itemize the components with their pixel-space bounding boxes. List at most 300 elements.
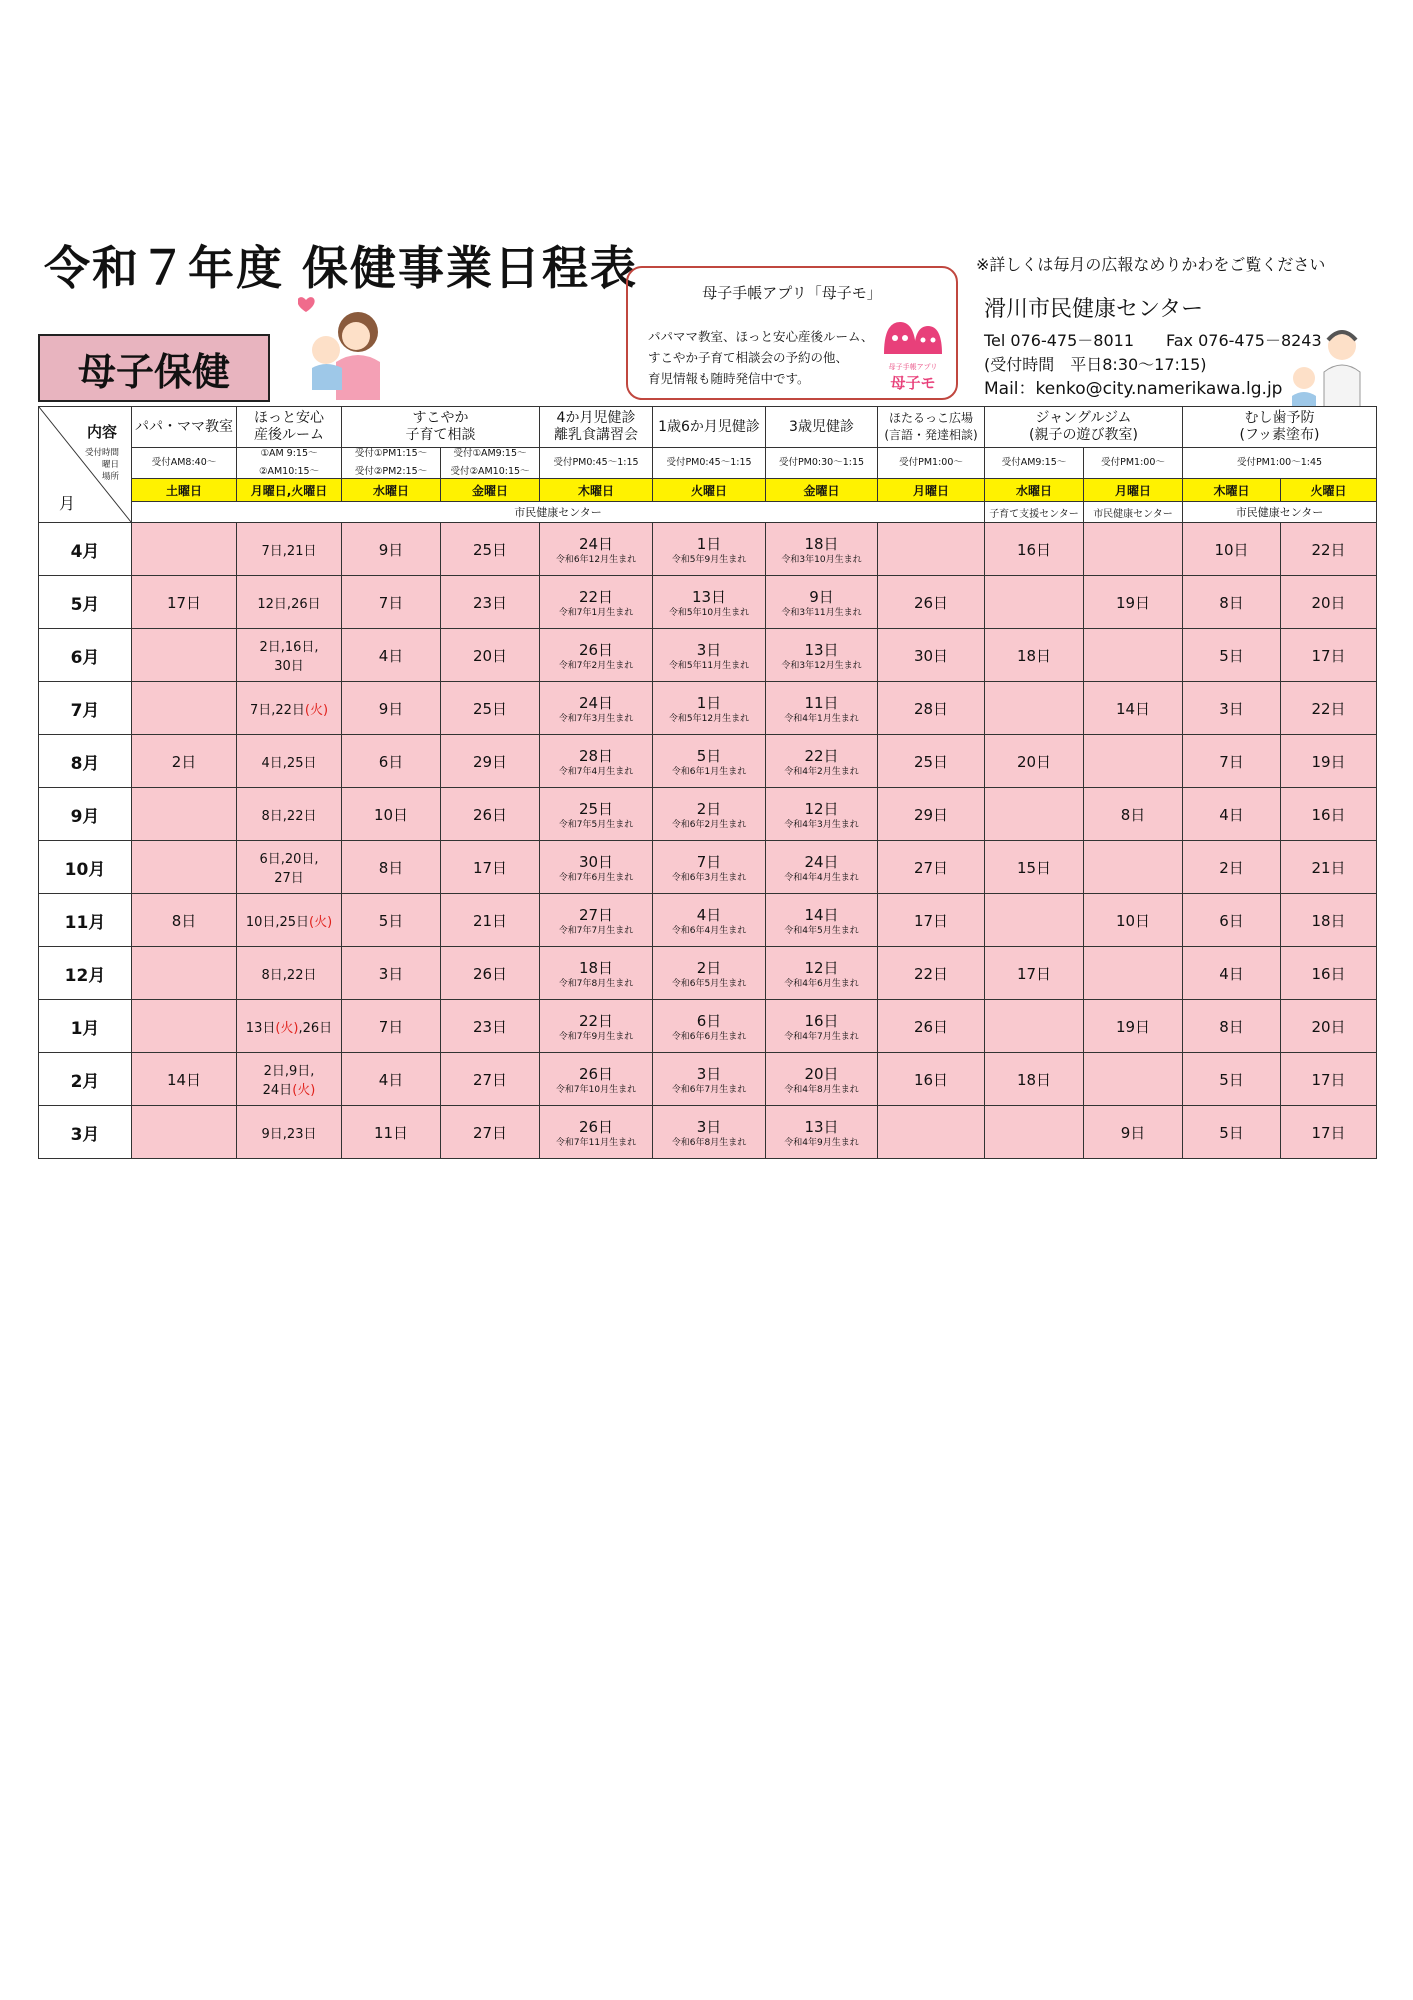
cell-sukoyaka-fri <box>441 576 540 629</box>
cell-text: 16日 <box>1311 805 1346 824</box>
cell-text: 8月 <box>70 753 100 774</box>
cell-fluoride-tue <box>1281 841 1377 894</box>
cell-18month <box>653 523 766 576</box>
cell-text: 14日 <box>1115 699 1151 718</box>
cell-text: 13日 <box>804 640 839 659</box>
birth-month-note: 令和6年5月生まれ <box>671 978 747 989</box>
app-description <box>648 326 878 389</box>
cell-text: 18日 <box>804 534 839 553</box>
cell-18month <box>653 788 766 841</box>
cell-hotarukko <box>878 576 985 629</box>
cell-text: 24日 <box>578 693 614 712</box>
cell-3year <box>766 947 878 1000</box>
cell-text: 21日 <box>1311 858 1346 877</box>
reception-hotarukko: 受付PM1:00～ <box>878 448 985 479</box>
month-rows <box>39 523 1377 1159</box>
reception-line: 受付①AM9:15～ <box>453 448 527 459</box>
cell-text: 6月 <box>70 647 100 668</box>
month-cell <box>39 788 132 841</box>
cell-text: 26日 <box>913 593 949 612</box>
col-header-fluoride: むし歯予防 (フッ素塗布) <box>1183 407 1377 448</box>
cell-hotto <box>237 894 342 947</box>
reception-papa: 受付AM8:40～ <box>132 448 237 479</box>
cell-text: 9日 <box>1120 1123 1146 1142</box>
cell-text: 1月 <box>70 1018 100 1039</box>
cell-text: 19日 <box>1311 752 1346 771</box>
cell-hotarukko <box>878 523 985 576</box>
cell-fluoride-thu <box>1183 1106 1281 1159</box>
cell-jungle-mon <box>1084 1053 1183 1106</box>
cell-text: 15日 <box>1016 858 1052 877</box>
cell-3year <box>766 735 878 788</box>
cell-hotarukko <box>878 1053 985 1106</box>
table-row <box>39 894 1377 947</box>
birth-month-note: 令和4年7月生まれ <box>784 1031 859 1042</box>
cell-text: 4月 <box>70 541 100 562</box>
cell-text: 16日 <box>1311 964 1346 983</box>
birth-month-note: 令和4年3月生まれ <box>784 819 859 830</box>
weekday-jungle-mon: 月曜日 <box>1084 479 1183 502</box>
cell-fluoride-tue <box>1281 1053 1377 1106</box>
cell-sukoyaka-fri <box>441 1106 540 1159</box>
cell-fluoride-thu <box>1183 576 1281 629</box>
cell-text: 26日 <box>578 640 614 659</box>
cell-fluoride-thu <box>1183 735 1281 788</box>
cell-18month <box>653 629 766 682</box>
cell-text: 4日,25日 <box>261 755 317 771</box>
cell-text: 24日 <box>578 534 614 553</box>
cell-text: 8日 <box>378 858 404 877</box>
cell-hotto <box>237 576 342 629</box>
cell-jungle-wed <box>985 1106 1084 1159</box>
cell-text: 1日 <box>696 693 722 712</box>
cell-fluoride-thu <box>1183 947 1281 1000</box>
cell-hotarukko <box>878 629 985 682</box>
reception-3year: 受付PM0:30～1:15 <box>766 448 878 479</box>
cell-text: 22日 <box>578 1011 614 1030</box>
app-desc-line: すこやか子育て相談会の予約の他、 <box>648 350 849 365</box>
birth-month-note: 令和7年6月生まれ <box>558 872 634 883</box>
cell-sukoyaka-wed <box>342 1053 441 1106</box>
reception-fluoride: 受付PM1:00～1:45 <box>1183 448 1377 479</box>
center-mail: Mail：kenko@city.namerikawa.lg.jp <box>984 379 1283 399</box>
cell-text: 8日 <box>1120 805 1146 824</box>
cell-sukoyaka-wed <box>342 682 441 735</box>
cell-jungle-mon <box>1084 947 1183 1000</box>
cell-hotto <box>237 1106 342 1159</box>
page-title: 令和７年度 保健事業日程表 <box>44 241 639 295</box>
cell-text: 9日 <box>809 587 834 606</box>
cell-3year <box>766 841 878 894</box>
cell-jungle-wed <box>985 1053 1084 1106</box>
cell-text: 26日 <box>578 1064 614 1083</box>
birth-month-note: 令和6年3月生まれ <box>671 872 747 883</box>
cell-text: 6日 <box>696 1011 722 1030</box>
col-header-hotto: ほっと安心 産後ルーム <box>237 407 342 448</box>
cell-fluoride-thu <box>1183 894 1281 947</box>
cell-18month <box>653 841 766 894</box>
cell-text: 13日(火),26日 <box>245 1020 333 1036</box>
cell-text: 25日 <box>472 540 508 559</box>
corner-month-label: 月 <box>59 494 76 513</box>
cell-text: 14日 <box>804 905 839 924</box>
table-row <box>39 576 1377 629</box>
cell-text: 18日 <box>578 958 614 977</box>
cell-text: 23日 <box>472 1017 508 1036</box>
cell-hotarukko <box>878 841 985 894</box>
cell-jungle-mon <box>1084 682 1183 735</box>
cell-4month <box>540 682 653 735</box>
cell-text: 18日 <box>1311 911 1346 930</box>
cell-text: 6日 <box>378 752 404 771</box>
cell-text: 5日 <box>696 746 722 765</box>
cell-sukoyaka-fri <box>441 735 540 788</box>
birth-month-note: 令和4年1月生まれ <box>784 713 859 724</box>
table-row <box>39 1000 1377 1053</box>
birth-month-note: 令和3年10月生まれ <box>781 554 862 565</box>
cell-4month <box>540 788 653 841</box>
birth-month-note: 令和7年9月生まれ <box>558 1031 634 1042</box>
cell-text: 19日 <box>1115 593 1151 612</box>
cell-text: 4日 <box>378 646 404 665</box>
birth-month-note: 令和7年4月生まれ <box>558 766 634 777</box>
boshimo-logo-caption: 母子手帳アプリ <box>888 363 938 371</box>
cell-text: 3月 <box>70 1124 100 1145</box>
boshimo-logo <box>878 318 948 392</box>
cell-jungle-wed <box>985 523 1084 576</box>
month-cell <box>39 947 132 1000</box>
month-cell <box>39 629 132 682</box>
tuesday-marker: (火) <box>292 1083 316 1098</box>
cell-text: 8日 <box>1219 1017 1244 1036</box>
table-row <box>39 841 1377 894</box>
birth-month-note: 令和6年8月生まれ <box>671 1137 747 1148</box>
cell-3year <box>766 1106 878 1159</box>
cell-text: 4日 <box>696 905 722 924</box>
location-jungle-wed: 子育て支援センター <box>985 502 1084 523</box>
table-row <box>39 1106 1377 1159</box>
cell-hotarukko <box>878 788 985 841</box>
cell-text: 23日 <box>472 593 508 612</box>
cell-text: 29日 <box>913 805 949 824</box>
table-row <box>39 735 1377 788</box>
header-row <box>39 407 1377 448</box>
cell-text: 4日 <box>378 1070 404 1089</box>
cell-18month <box>653 576 766 629</box>
cell-fluoride-thu <box>1183 1053 1281 1106</box>
cell-hotto <box>237 1053 342 1106</box>
cell-text: 12月 <box>64 965 106 986</box>
cell-text: 25日 <box>913 752 949 771</box>
cell-papa <box>132 1000 237 1053</box>
weekday-fluoride-thu: 木曜日 <box>1183 479 1281 502</box>
cell-text: 17日 <box>166 593 202 612</box>
cell-sukoyaka-fri <box>441 1000 540 1053</box>
cell-jungle-wed <box>985 682 1084 735</box>
cell-jungle-wed <box>985 1000 1084 1053</box>
cell-18month <box>653 1106 766 1159</box>
cell-fluoride-thu <box>1183 841 1281 894</box>
birth-month-note: 令和4年8月生まれ <box>784 1084 859 1095</box>
cell-text: 17日 <box>1016 964 1052 983</box>
cell-text: 5日 <box>1219 1070 1244 1089</box>
cell-text: 26日 <box>472 964 508 983</box>
cell-text: 4日 <box>1219 805 1244 824</box>
cell-papa <box>132 576 237 629</box>
cell-3year <box>766 894 878 947</box>
table-row <box>39 1053 1377 1106</box>
weekday-18month: 火曜日 <box>653 479 766 502</box>
birth-month-note: 令和7年11月生まれ <box>555 1137 637 1148</box>
table-row <box>39 788 1377 841</box>
cell-text: 22日 <box>913 964 949 983</box>
cell-text: 12日 <box>804 958 839 977</box>
birth-month-note: 令和7年1月生まれ <box>558 607 634 618</box>
cell-text: 27日 <box>472 1123 508 1142</box>
cell-fluoride-tue <box>1281 1000 1377 1053</box>
cell-sukoyaka-wed <box>342 788 441 841</box>
cell-3year <box>766 576 878 629</box>
cell-jungle-wed <box>985 894 1084 947</box>
cell-jungle-wed <box>985 629 1084 682</box>
cell-hotto <box>237 682 342 735</box>
cell-jungle-wed <box>985 788 1084 841</box>
reception-hotto-1: ①AM 9:15～ <box>260 448 318 459</box>
cell-text: 1日 <box>696 534 722 553</box>
weekday-hotarukko: 月曜日 <box>878 479 985 502</box>
cell-text: 10日 <box>1115 911 1151 930</box>
weekday-hotto: 月曜日,火曜日 <box>237 479 342 502</box>
weekday-row <box>39 479 1377 502</box>
cell-text: 8日,22日 <box>261 967 317 983</box>
cell-fluoride-thu <box>1183 523 1281 576</box>
table-row <box>39 947 1377 1000</box>
birth-month-note: 令和4年6月生まれ <box>784 978 859 989</box>
cell-jungle-mon <box>1084 894 1183 947</box>
weekday-4month: 木曜日 <box>540 479 653 502</box>
cell-3year <box>766 682 878 735</box>
corner-meta-line: 受付時間 <box>85 448 120 458</box>
cell-text: 7日 <box>1219 752 1244 771</box>
weekday-sukoyaka-wed: 水曜日 <box>342 479 441 502</box>
cell-sukoyaka-wed <box>342 735 441 788</box>
cell-hotto <box>237 1000 342 1053</box>
cell-text: 2日,16日, <box>259 640 319 655</box>
cell-4month <box>540 1106 653 1159</box>
cell-papa <box>132 682 237 735</box>
col-header-18month: 1歳6か月児健診 <box>653 407 766 448</box>
cell-text: 5日 <box>1219 1123 1244 1142</box>
cell-text: 26日 <box>472 805 508 824</box>
cell-jungle-mon <box>1084 788 1183 841</box>
cell-jungle-mon <box>1084 735 1183 788</box>
cell-text: 5日 <box>378 911 404 930</box>
cell-text: 22日 <box>578 587 614 606</box>
cell-text: 22日 <box>1311 699 1346 718</box>
cell-jungle-wed <box>985 576 1084 629</box>
birth-month-note: 令和4年9月生まれ <box>784 1137 859 1148</box>
cell-text: 8日 <box>171 911 197 930</box>
birth-month-note: 令和7年2月生まれ <box>558 660 634 671</box>
cell-text: 3日 <box>696 1064 722 1083</box>
reception-sukoyaka-wed <box>342 448 441 479</box>
birth-month-note: 令和4年4月生まれ <box>784 872 859 883</box>
cell-4month <box>540 735 653 788</box>
cell-papa <box>132 523 237 576</box>
app-desc-line: パパママ教室、ほっと安心産後ルーム、 <box>648 329 874 344</box>
cell-text: 24日 <box>804 852 839 871</box>
birth-month-note: 令和6年2月生まれ <box>671 819 747 830</box>
table-row <box>39 629 1377 682</box>
contact-block <box>984 292 1322 401</box>
cell-text: 10月 <box>64 859 106 880</box>
weekday-papa: 土曜日 <box>132 479 237 502</box>
cell-sukoyaka-fri <box>441 894 540 947</box>
cell-jungle-mon <box>1084 523 1183 576</box>
month-cell <box>39 682 132 735</box>
cell-text: 25日 <box>472 699 508 718</box>
cell-text: 2日,9日, <box>263 1064 315 1079</box>
cell-hotto <box>237 947 342 1000</box>
location-jungle-mon: 市民健康センター <box>1084 502 1183 523</box>
location-row <box>39 502 1377 523</box>
app-title: 母子手帳アプリ「母子モ」 <box>702 284 882 302</box>
cell-text: 3日 <box>378 964 404 983</box>
cell-jungle-wed <box>985 841 1084 894</box>
section-label: 母子保健 <box>38 334 270 402</box>
tuesday-marker: (火) <box>309 914 333 930</box>
cell-text: 12日 <box>804 799 839 818</box>
cell-text: 13日 <box>691 587 727 606</box>
cell-papa <box>132 735 237 788</box>
col-header-junglegym: ジャングルジム (親子の遊び教室) <box>985 407 1183 448</box>
cell-18month <box>653 735 766 788</box>
cell-4month <box>540 894 653 947</box>
cell-text: 16日 <box>913 1070 949 1089</box>
cell-text: 18日 <box>1016 646 1052 665</box>
month-cell <box>39 1106 132 1159</box>
cell-4month <box>540 523 653 576</box>
cell-text: 11日 <box>373 1123 409 1142</box>
cell-text: 18日 <box>1016 1070 1052 1089</box>
cell-text: 9日,23日 <box>261 1126 317 1142</box>
cell-text: 7日,21日 <box>261 543 317 559</box>
cell-text: 30日 <box>578 852 614 871</box>
cell-text: 22日 <box>1311 540 1346 559</box>
app-info-box <box>626 266 958 400</box>
cell-jungle-mon <box>1084 629 1183 682</box>
cell-papa <box>132 894 237 947</box>
cell-sukoyaka-fri <box>441 523 540 576</box>
cell-text: 20日 <box>1311 593 1346 612</box>
cell-text: 4日 <box>1219 964 1244 983</box>
cell-papa <box>132 1106 237 1159</box>
cell-text: 17日 <box>472 858 508 877</box>
cell-4month <box>540 841 653 894</box>
cell-fluoride-tue <box>1281 682 1377 735</box>
corner-meta-line: 場所 <box>102 472 120 482</box>
month-cell <box>39 523 132 576</box>
cell-18month <box>653 947 766 1000</box>
cell-jungle-mon <box>1084 1106 1183 1159</box>
cell-text: 30日 <box>913 646 949 665</box>
cell-fluoride-tue <box>1281 894 1377 947</box>
cell-sukoyaka-wed <box>342 894 441 947</box>
cell-text: 9日 <box>378 699 404 718</box>
cell-4month <box>540 1053 653 1106</box>
cell-hotarukko <box>878 1106 985 1159</box>
cell-hotto <box>237 523 342 576</box>
cell-hotto <box>237 735 342 788</box>
cell-text: 7日,22日(火) <box>249 702 329 718</box>
birth-month-note: 令和6年7月生まれ <box>671 1084 747 1095</box>
cell-text: 9月 <box>70 806 100 827</box>
cell-text: 17日 <box>1311 1123 1346 1142</box>
cell-sukoyaka-fri <box>441 788 540 841</box>
month-cell <box>39 841 132 894</box>
cell-text: 27日 <box>578 905 614 924</box>
birth-month-note: 令和3年11月生まれ <box>781 607 862 618</box>
cell-hotarukko <box>878 682 985 735</box>
cell-text: 22日 <box>804 746 839 765</box>
cell-text: 5日 <box>1219 646 1244 665</box>
cell-text: 14日 <box>166 1070 202 1089</box>
birth-month-note: 令和4年2月生まれ <box>784 766 859 777</box>
cell-sukoyaka-fri <box>441 682 540 735</box>
cell-fluoride-thu <box>1183 788 1281 841</box>
cell-fluoride-tue <box>1281 788 1377 841</box>
cell-text: 25日 <box>578 799 614 818</box>
cell-18month <box>653 682 766 735</box>
cell-jungle-mon <box>1084 576 1183 629</box>
cell-text: 6日 <box>1219 911 1244 930</box>
cell-text: 20日 <box>1016 752 1052 771</box>
cell-text: 3日 <box>1219 699 1244 718</box>
birth-month-note: 令和6年6月生まれ <box>671 1031 747 1042</box>
birth-month-note: 令和5年11月生まれ <box>668 660 750 671</box>
cell-papa <box>132 947 237 1000</box>
cell-text: 29日 <box>472 752 508 771</box>
app-desc-line: 育児情報も随時発信中です。 <box>648 371 810 386</box>
col-header-papa: パパ・ママ教室 <box>132 407 237 448</box>
cell-text: 10日 <box>1214 540 1249 559</box>
cell-fluoride-thu <box>1183 682 1281 735</box>
cell-sukoyaka-wed <box>342 947 441 1000</box>
cell-hotarukko <box>878 1000 985 1053</box>
cell-papa <box>132 788 237 841</box>
birth-month-note: 令和5年9月生まれ <box>671 554 747 565</box>
cell-hotarukko <box>878 947 985 1000</box>
cell-text: 10日 <box>373 805 409 824</box>
cell-fluoride-tue <box>1281 1106 1377 1159</box>
cell-text: 27日 <box>472 1070 508 1089</box>
cell-text: 28日 <box>578 746 614 765</box>
cell-text: 20日 <box>1311 1017 1346 1036</box>
cell-hotarukko <box>878 894 985 947</box>
tuesday-marker: (火) <box>304 702 329 718</box>
cell-jungle-wed <box>985 947 1084 1000</box>
cell-text: 2日 <box>171 752 197 771</box>
birth-month-note: 令和7年5月生まれ <box>558 819 634 830</box>
col-header-sukoyaka: すこやか 子育て相談 <box>342 407 540 448</box>
birth-month-note: 令和6年12月生まれ <box>555 554 637 565</box>
corner-content-label: 内容 <box>87 423 118 441</box>
month-cell <box>39 1053 132 1106</box>
cell-text: 21日 <box>472 911 508 930</box>
cell-text: 20日 <box>804 1064 839 1083</box>
cell-text: 30日 <box>274 659 304 674</box>
cell-text: 17日 <box>913 911 949 930</box>
